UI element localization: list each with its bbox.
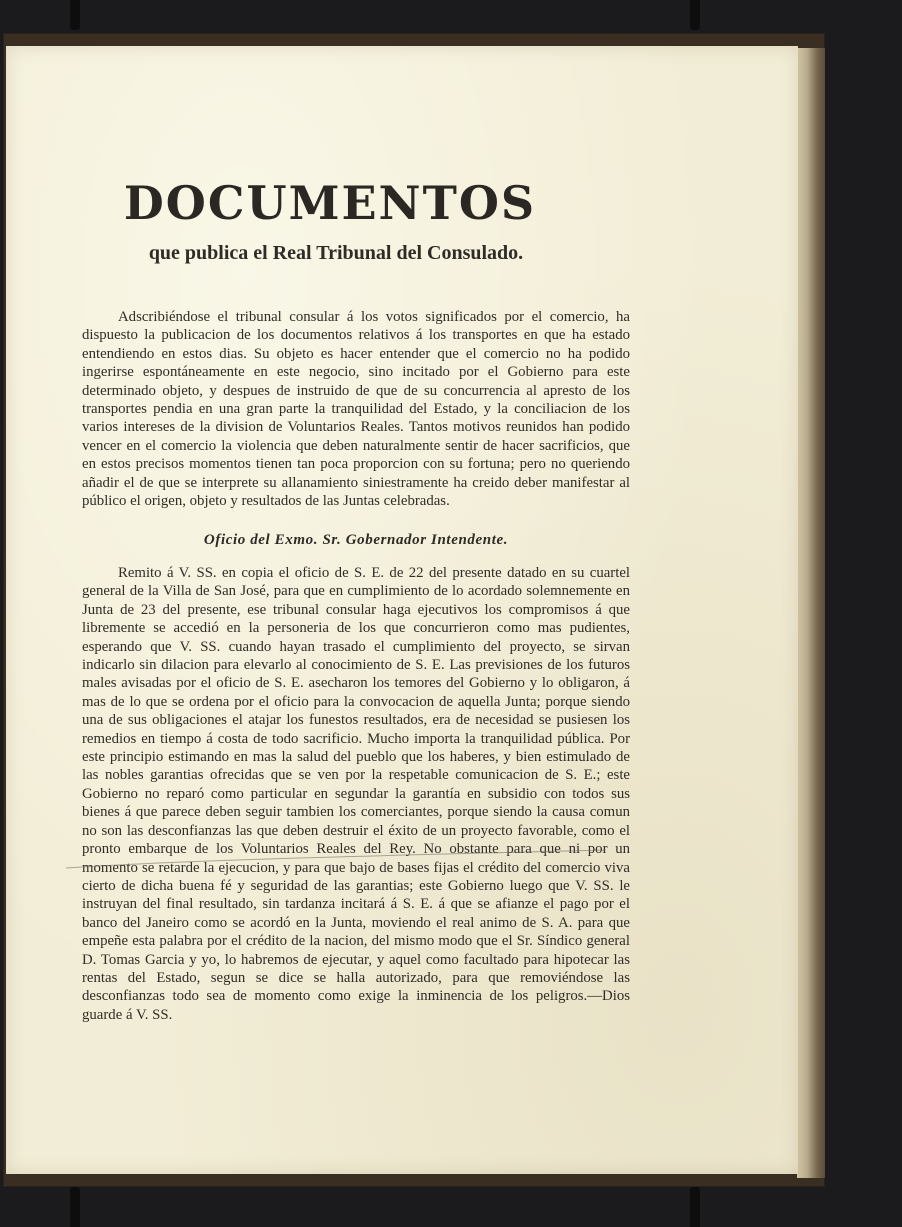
intro-paragraph: Adscribiéndose el tribunal consular á los votos significados por el comercio, ha dispuesto la publicacion de los documentos relativos á los transportes en que ha estado entendiendo en estos dias. Su objeto es hacer entender que el comercio no ha podido ingerirse espontáneamente en este negocio, sino incitado por el Gobierno para este determinado objeto, y despues de instruido de que de su concurrencia al apresto de los transportes pendia en una gran parte la tranquilidad del Estado, y la conciliacion de los varios intereses de la division de Voluntarios Reales. Tantos motivos reunidos han podido vencer en el comercio la violencia que deben naturalmente sentir de hacer sacrificios, que en estos precisos momentos tienen tan poca proporcion con su fortuna; pero no queriendo añadir el de que se interprete su allanamiento siniestramente ha creido deber manifestar al público el origen, objeto y resultados de las Juntas celebradas. bbox=[82, 309, 630, 510]
clip-bottom-right bbox=[690, 1187, 700, 1227]
document-title: DOCUMENTOS bbox=[123, 176, 537, 230]
document-page bbox=[6, 46, 798, 1174]
document-subtitle: que publica el Real Tribunal del Consulado. bbox=[148, 242, 524, 264]
clip-top-right bbox=[690, 0, 700, 30]
section-heading: Oficio del Exmo. Sr. Gobernador Intendente. bbox=[203, 532, 509, 548]
bleed-through-text bbox=[86, 1016, 646, 1028]
letter-paragraph: Remito á V. SS. en copia el oficio de S. E. de 22 del presente datado en su cuartel general de la Villa de San José, para que en cumplimiento de lo acordado solemnemente en Junta de 23 del presente, ese tribunal consular haga ejecutivos los compromisos á que libremente se accedió en la personeria de los que concurrieron como mas pudientes, esperando que V. SS. cuando hayan trasado el cumplimiento del proyecto, se sirvan indicarlo sin dilacion para elevarlo al conocimiento de S. E. Las previsiones de los futuros males avisadas por el oficio de S. E. asecharon los temores del Gobierno y lo obligaron, á mas de lo que se ordena por el oficio para la convocacion de aquella Junta; porque siendo una de sus obligaciones el atajar los funestos resultados, era de necesidad se pusiesen los remedios en tiempo á costa de todo sacrificio. Mucho importa la tranquilidad pública. Por este principio estimando en mas la salud del pueblo que los haberes, y bien estimulado de las nobles garantias ofrecidas que se ven por la respetable comunicacion de S. E.; este Gobierno no reparó como particular en segundar la garantía en subsidio con todos sus bienes á que parece deben seguir tambien los comerciantes, porque siendo la causa comun no son las desconfianzas las que deben destruir el éxito de un proyecto favorable, como el pronto embarque de los Voluntarios Reales del Rey. No obstante para que ni por un momento se retarde la ejecucion, y para que bajo de bases fijas el crédito del comercio viva cierto de dicha buena fé y seguridad de las garantias; este Gobierno luego que V. SS. le instruyan del final resultado, sin tardanza incitará á S. E. á que se afianze el pago por el banco del Janeiro como se acordó en la Junta, moviendo el real animo de S. A. para que empeñe esta palabra por el crédito de la nacion, del mismo modo que el Sr. Síndico general D. Tomas Garcia y yo, lo habremos de ejecutar, y aquel como facultado para hipotecar las rentas del Estado, segun se dice se halla autorizado, para que removiéndose las desconfianzas todo sea de momento como exige la inminencia de los peligros.—Dios guarde á V. SS. bbox=[82, 565, 630, 1023]
book-spine bbox=[797, 48, 825, 1178]
clip-bottom-left bbox=[70, 1187, 80, 1227]
clip-top-left bbox=[70, 0, 80, 30]
